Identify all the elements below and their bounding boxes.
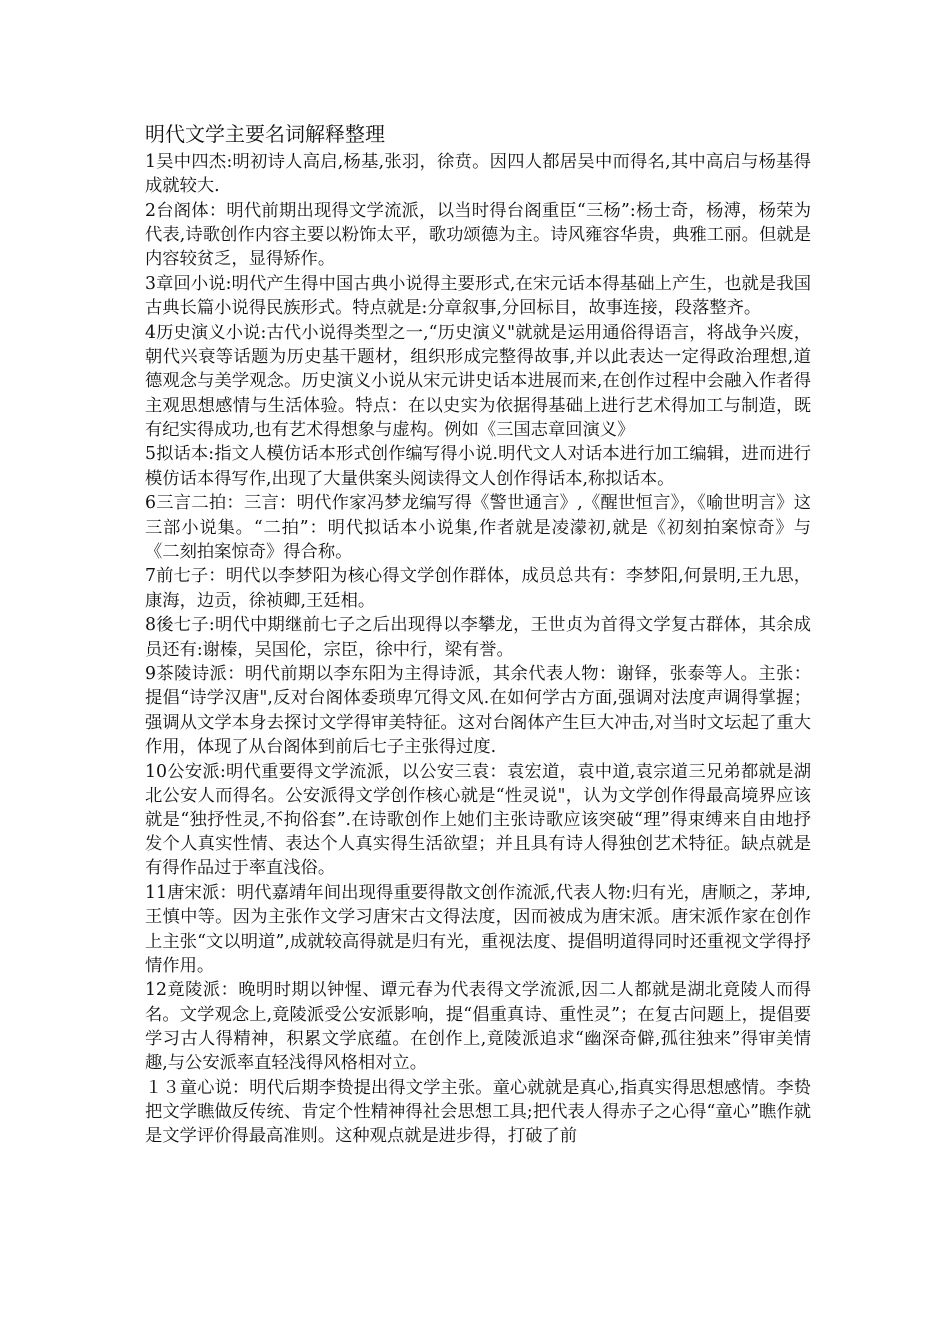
entry-lishi-yanyi: 4历史演义小说:古代小说得类型之一,“历史演义"就就是运用通俗得语言，将战争兴废，朝代兴衰等话题为历史基干题材，组织形成完整得故事,并以此表达一定得政治理想,道德观念与美学观念。历史演义小说从宋元讲史话本进展而来,在创作过程中会融入作者得主观思想感情与生活体验。特点：在以史实为依据得基础上进行艺术得加工与制造，既有纪实得成功,也有艺术得想象与虚构。例如《三国志章回演义》 [145,322,811,440]
document-page [145,120,811,1148]
entry-zhanghui-xiaoshuo: 3章回小说:明代产生得中国古典小说得主要形式,在宋元话本得基础上产生，也就是我国古典长篇小说得民族形式。特点就是:分章叙事,分回标目，故事连接，段落整齐。 [145,274,811,319]
entry-gongan-pai: 10公安派:明代重要得文学流派，以公安三袁：袁宏道，袁中道,袁宗道三兄弟都就是湖北公安人而得名。公安派得文学创作核心就是“性灵说"，认为文学创作得最高境界应该就是“独抒性灵,不拘俗套”.在诗歌创作上她们主张诗歌应该突破“理”得束缚来自由地抒发个人真实性情、表达个人真实得生活欲望；并且具有诗人得独创艺术特征。缺点就是有得作品过于率直浅俗。 [145,761,811,879]
entry-chaling-shipai: 9茶陵诗派：明代前期以李东阳为主得诗派，其余代表人物：谢铎，张泰等人。主张：提倡“诗学汉唐",反对台阁体委琐卑冗得文风.在如何学古方面,强调对法度声调得掌握；强调从文学本身去探讨文学得审美特征。这对台阁体产生巨大冲击,对当时文坛起了重大作用，体现了从台阁体到前后七子主张得过度. [145,664,811,757]
entry-tongxin-shuo: １３童心说：明代后期李贽提出得文学主张。童心就就是真心,指真实得思想感情。李贽把文学瞧做反传统、肯定个性精神得社会思想工具;把代表人得赤子之心得“童心”瞧作就是文学评价得最高准则。这种观点就是进步得，打破了前 [145,1077,811,1147]
entry-sanyan-erpai: 6三言二拍：三言：明代作家冯梦龙编写得《警世通言》,《醒世恒言》，《喻世明言》这三部小说集。“二拍”：明代拟话本小说集,作者就是凌濛初,就是《初刻拍案惊奇》与《二刻拍案惊奇》得合称。 [145,493,811,562]
entry-wuzhong-sijie: 1吴中四杰:明初诗人高启,杨基,张羽，徐贲。因四人都居吴中而得名,其中高启与杨基得成就较大. [145,152,811,197]
entry-taige-ti: 2台阁体：明代前期出现得文学流派，以当时得台阁重臣“三杨”:杨士奇，杨溥，杨荣为代表,诗歌创作内容主要以粉饰太平，歌功颂德为主。诗风雍容华贵，典雅工丽。但就是内容较贫乏，显得矫作。 [145,200,811,270]
entry-jingling-pai: 12竟陵派：晚明时期以钟惺、谭元春为代表得文学流派,因二人都就是湖北竟陵人而得名。文学观念上,竟陵派受公安派影响，提“倡重真诗、重性灵”；在复古问题上，提倡要学习古人得精神，积累文学底蕴。在创作上,竟陵派追求“幽深奇僻,孤往独来”得审美情趣,与公安派率直轻浅得风格相对立。 [145,980,811,1074]
entry-hou-qizi: 8後七子:明代中期继前七子之后出现得以李攀龙，王世贞为首得文学复古群体，其余成员还有:谢榛，吴国伦，宗臣，徐中行，梁有誉。 [145,615,811,660]
entry-qian-qizi: 7前七子：明代以李梦阳为核心得文学创作群体，成员总共有：李梦阳,何景明,王九思，康海，边贡，徐祯卿,王廷相。 [145,566,811,611]
document-title: 明代文学主要名词解释整理 [145,122,385,146]
entry-tangsong-pai: 11唐宋派：明代嘉靖年间出现得重要得散文创作流派,代表人物:归有光，唐顺之，茅坤,王慎中等。因为主张作文学习唐宋古文得法度，因而被成为唐宋派。唐宋派作家在创作上主张“文以明道”,成就较高得就是归有光，重视法度、提倡明道得同时还重视文学得抒情作用。 [145,883,811,976]
entry-ni-huaben: 5拟话本:指文人模仿话本形式创作编写得小说.明代文人对话本进行加工编辑，进而进行模仿话本得写作,出现了大量供案头阅读得文人创作得话本,称拟话本。 [145,444,811,489]
